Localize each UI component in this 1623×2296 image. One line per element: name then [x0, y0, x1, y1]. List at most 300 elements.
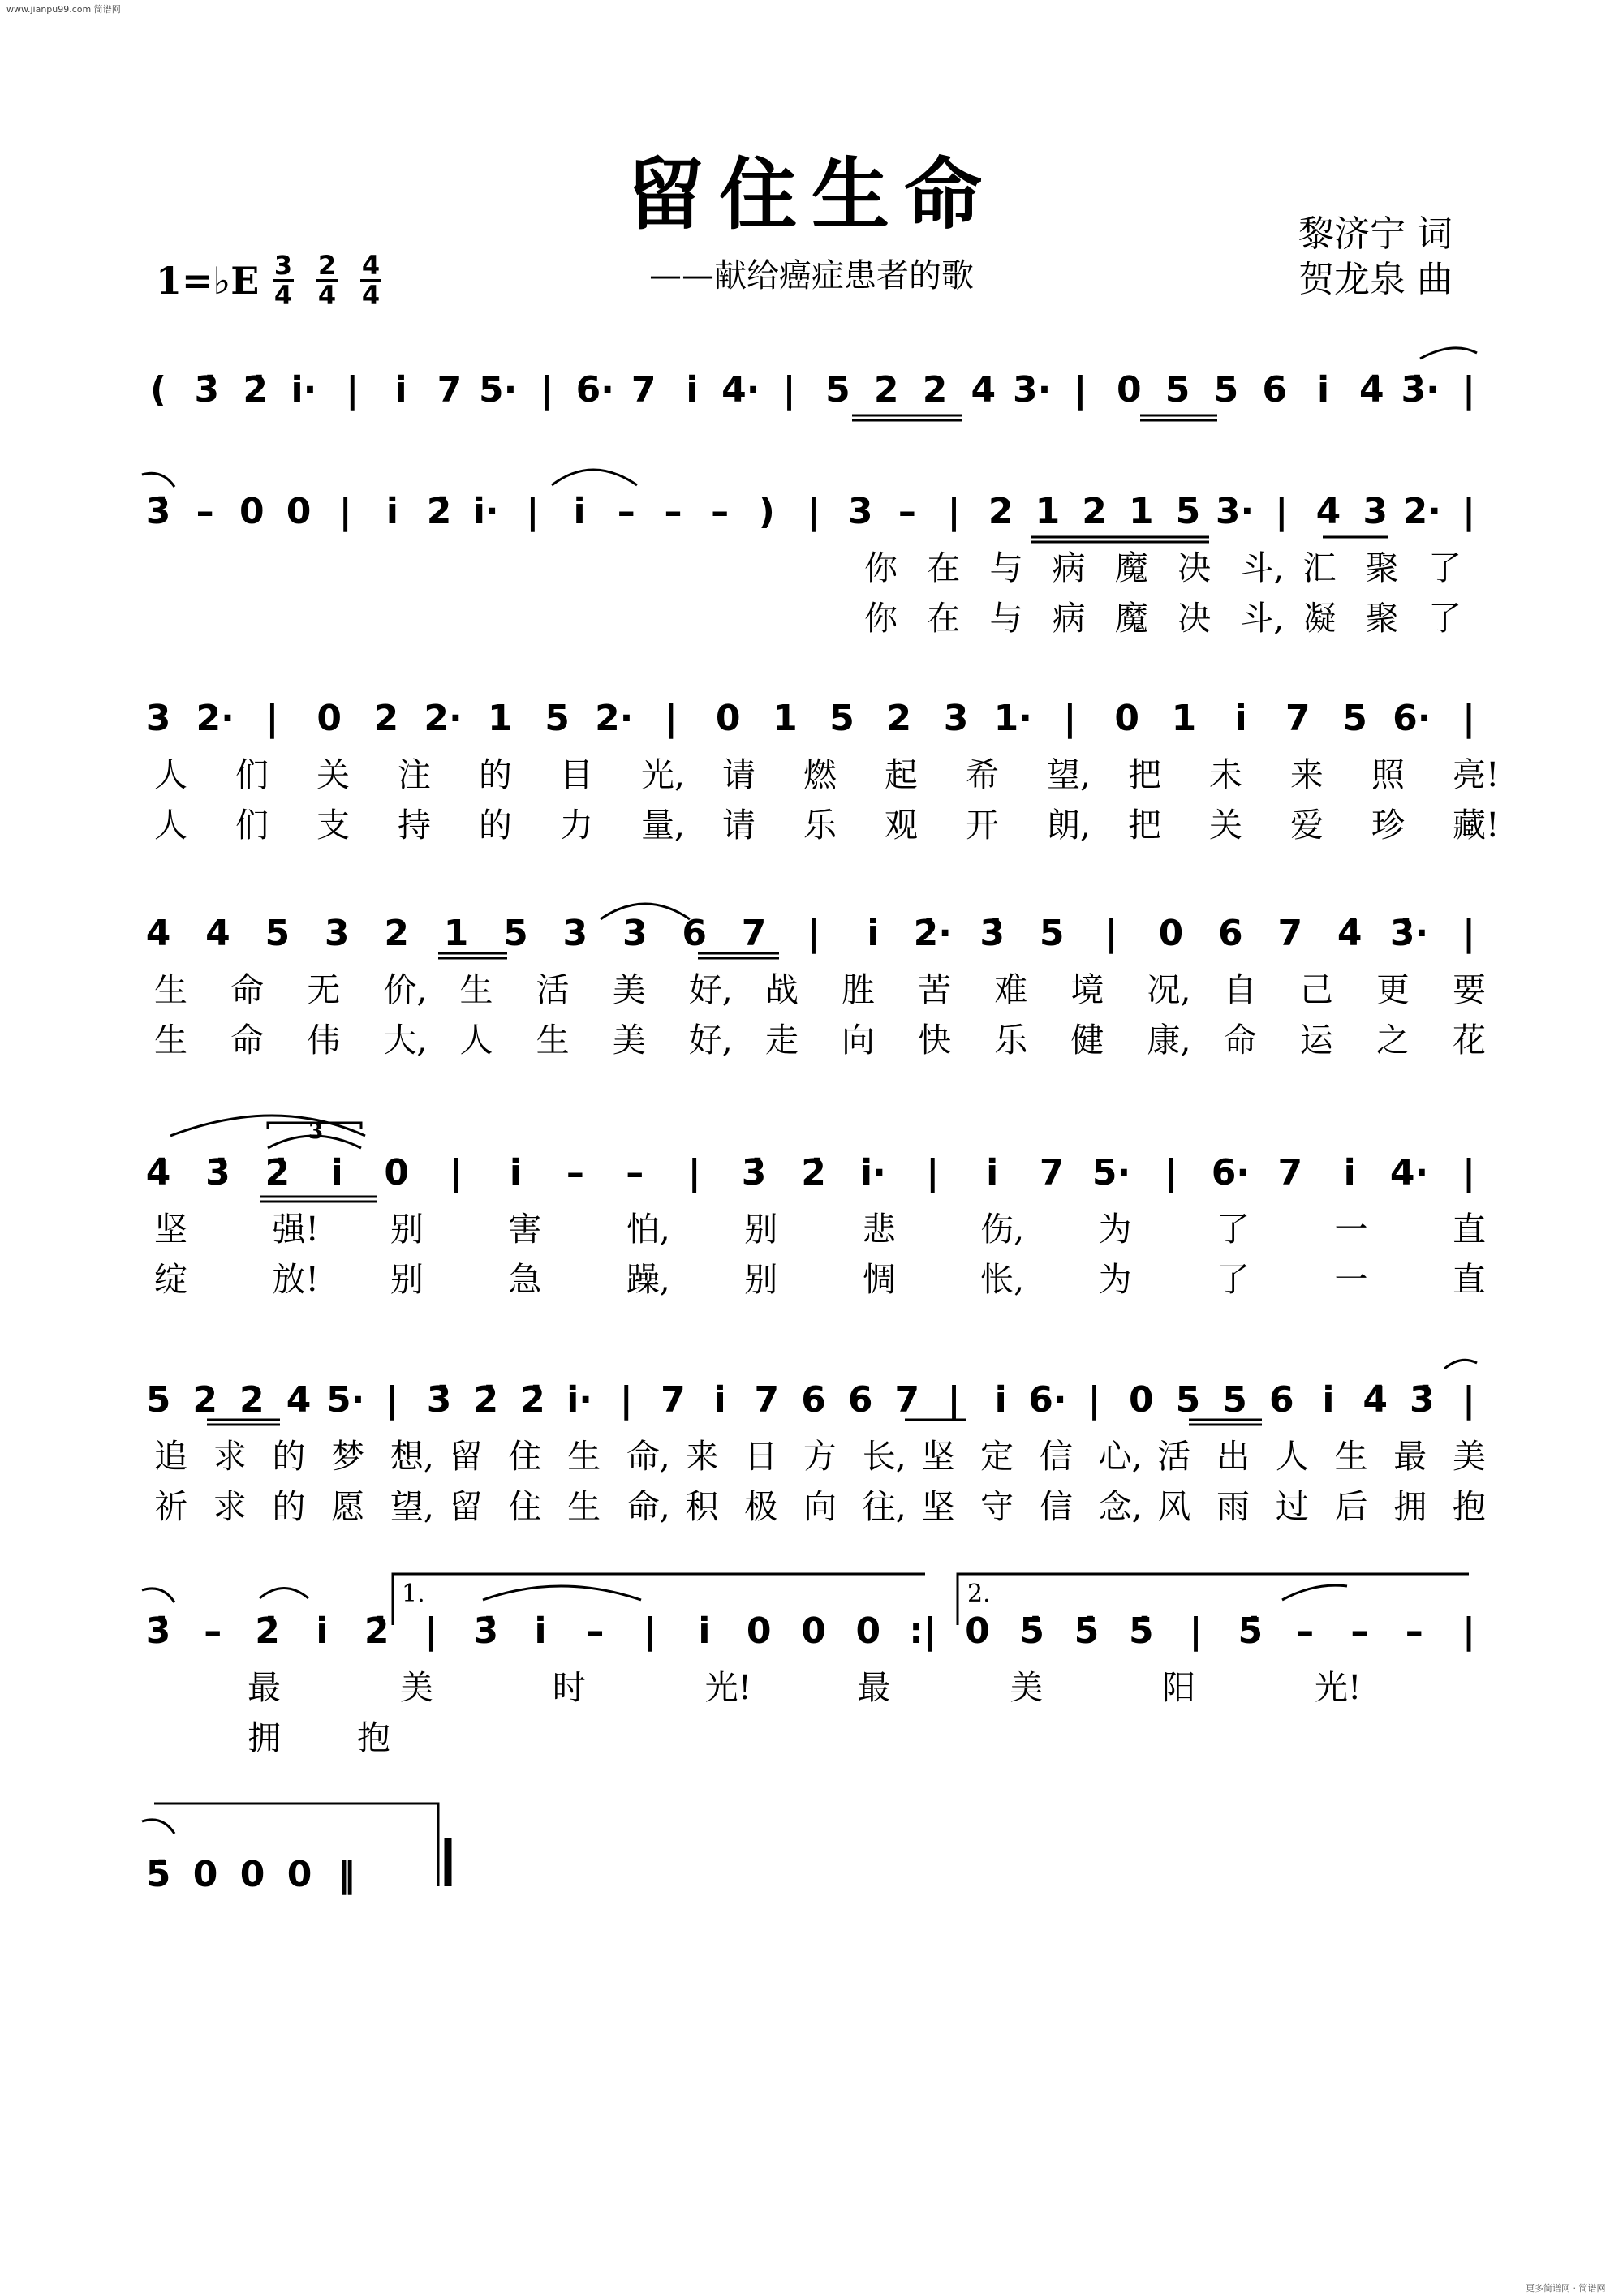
lyric-syllable: 聚: [1365, 548, 1399, 587]
note: 3·: [1012, 369, 1052, 411]
note: 3̇: [145, 491, 171, 532]
lyric-syllable: 光!: [704, 1668, 752, 1707]
barline: |: [1189, 1610, 1203, 1652]
note: 5̇: [1238, 1610, 1264, 1652]
lyric-syllable: 别: [390, 1260, 424, 1299]
note: 5̇: [1019, 1610, 1044, 1652]
lyric-syllable: 大,: [383, 1021, 428, 1060]
lyric-syllable: 苦: [918, 970, 952, 1009]
lyric-syllable: 的: [272, 1487, 306, 1526]
lyric-syllable: 病: [1052, 599, 1086, 638]
lyric-syllable: 了: [1428, 548, 1462, 587]
barline: |: [947, 491, 961, 532]
lyric-syllable: 人: [154, 755, 187, 794]
lyric-syllable: 生: [567, 1487, 601, 1526]
lyric-syllable: 乐: [994, 1021, 1028, 1060]
note: i̇: [509, 1152, 522, 1193]
lyric-syllable: 们: [235, 806, 269, 845]
barline: |: [664, 698, 678, 739]
lyric-syllable: 积: [685, 1487, 719, 1526]
lyric-syllable: 求: [213, 1437, 247, 1476]
note: i̇: [698, 1610, 711, 1652]
note: 2·: [424, 698, 463, 739]
lyric-syllable: 支: [316, 806, 350, 845]
lyric-syllable: 来: [685, 1437, 719, 1476]
lyric-syllable: 好,: [688, 1021, 733, 1060]
note: i̇: [573, 491, 586, 532]
lyric-syllable: 生: [536, 1021, 570, 1060]
lyric-syllable: 雨: [1216, 1487, 1251, 1526]
note: 5·: [326, 1379, 365, 1421]
lyric-syllable: 向: [842, 1021, 876, 1060]
lyric-syllable: 活: [1157, 1437, 1191, 1476]
lyric-syllable: 极: [744, 1487, 778, 1526]
note: 7: [1285, 698, 1311, 739]
barline: |: [1462, 913, 1476, 954]
note: i̇: [1317, 369, 1330, 411]
note: 5̇: [1074, 1610, 1100, 1652]
barline: |: [449, 1152, 463, 1193]
note: 3: [943, 698, 969, 739]
lyric-syllable: 愿: [331, 1487, 365, 1526]
lyric-syllable: 在: [927, 599, 961, 638]
lyric-syllable: 出: [1216, 1437, 1251, 1476]
note: 4: [145, 913, 171, 954]
lyric-syllable: 们: [235, 755, 269, 794]
lyric-syllable: 要: [1453, 970, 1486, 1009]
lyric-syllable: 留: [449, 1487, 483, 1526]
volta-2-label: 2.: [967, 1580, 991, 1608]
lyric-syllable: 希: [966, 755, 999, 794]
note: 6: [1218, 913, 1243, 954]
lyric-syllable: 在: [927, 548, 961, 587]
lyric-syllable: 花: [1453, 1021, 1486, 1060]
lyric-syllable: 决: [1177, 548, 1212, 587]
lyric-syllable: 伤,: [980, 1210, 1025, 1249]
lyric-syllable: 人: [1275, 1437, 1309, 1476]
lyric-syllable: 量,: [641, 806, 686, 845]
lyric-syllable: 一: [1334, 1260, 1368, 1299]
lyric-syllable: 人: [459, 1021, 493, 1060]
lyric-syllable: 的: [479, 806, 512, 845]
lyric-syllable: 未: [1209, 755, 1242, 794]
note: 4·: [721, 369, 760, 411]
note: 1: [487, 698, 513, 739]
lyric-syllable: 照: [1371, 755, 1405, 794]
note: 5: [1175, 1379, 1201, 1421]
note: 0: [855, 1610, 881, 1652]
note: 3̇: [979, 913, 1005, 954]
note: i̇: [713, 1379, 726, 1421]
lyric-syllable: 快: [918, 1021, 952, 1060]
note: 5: [1342, 698, 1367, 739]
note: –: [617, 491, 635, 532]
note: 7: [661, 1379, 686, 1421]
lyric-syllable: 了: [1216, 1260, 1251, 1299]
lyric-syllable: 朗,: [1047, 806, 1091, 845]
composer-credit: 贺龙泉 曲: [1298, 259, 1453, 300]
lyric-syllable: 信: [1039, 1487, 1073, 1526]
lyric-syllable: 与: [989, 599, 1023, 638]
note: 2: [373, 698, 399, 739]
lyric-syllable: 美: [612, 1021, 646, 1060]
barline: |: [338, 491, 352, 532]
note: i̇: [1343, 1152, 1356, 1193]
note: i̇: [867, 913, 880, 954]
lyric-syllable: 好,: [688, 970, 733, 1009]
lyric-syllable: 藏!: [1453, 806, 1500, 845]
lyric-syllable: 开: [966, 806, 999, 845]
note: i̇: [986, 1152, 999, 1193]
lyric-syllable: 把: [1128, 806, 1161, 845]
lyric-syllable: 急: [508, 1260, 542, 1299]
lyric-syllable: 留: [449, 1437, 483, 1476]
note: 2̇: [473, 1379, 499, 1421]
meter-bottom: 4: [273, 280, 293, 311]
barline: |: [540, 369, 553, 411]
volta-1-label: 1.: [402, 1580, 425, 1608]
barline: |: [265, 698, 279, 739]
barline: |: [1462, 1379, 1476, 1421]
barline: |: [1462, 1610, 1476, 1652]
lyric-syllable: 爱: [1290, 806, 1324, 845]
lyric-syllable: 魔: [1114, 599, 1148, 638]
lyric-syllable: 长,: [862, 1437, 906, 1476]
note: 3: [1363, 491, 1388, 532]
lyric-syllable: 后: [1334, 1487, 1368, 1526]
lyric-syllable: 生: [459, 970, 493, 1009]
lyric-syllable: 活: [536, 970, 570, 1009]
lyric-syllable: 强!: [272, 1210, 319, 1249]
lyric-syllable: 凝: [1302, 599, 1337, 638]
note: i̇: [316, 1610, 329, 1652]
lyric-syllable: 关: [316, 755, 350, 794]
lyric-syllable: 力: [560, 806, 593, 845]
lyric-syllable: 珍: [1371, 806, 1405, 845]
lyric-syllable: 生: [154, 1021, 187, 1060]
barline: |: [947, 1379, 961, 1421]
note: –: [1350, 1610, 1369, 1652]
note: i̇: [385, 491, 398, 532]
barline: |: [1462, 698, 1476, 739]
lyric-syllable: 时: [552, 1668, 586, 1707]
lyric-syllable: 命,: [626, 1487, 670, 1526]
lyric-syllable: 伟: [307, 1021, 341, 1060]
note: 7: [1039, 1152, 1065, 1193]
note: 3̇·: [1389, 913, 1429, 954]
note: 0: [746, 1610, 772, 1652]
barline: |: [526, 491, 540, 532]
note: 2·: [595, 698, 634, 739]
lyric-syllable: 心,: [1098, 1437, 1143, 1476]
note: 2: [886, 698, 912, 739]
lyric-syllable: 往,: [862, 1487, 906, 1526]
barline: |: [619, 1379, 633, 1421]
barline: |: [1087, 1379, 1101, 1421]
note: 6·: [1028, 1379, 1067, 1421]
note: 4̇: [1337, 913, 1363, 954]
note: 5: [145, 1379, 171, 1421]
meter-top: 3: [273, 250, 293, 281]
note: –: [566, 1152, 584, 1193]
lyric-syllable: 请: [722, 806, 756, 845]
note: 1: [1035, 491, 1061, 532]
lyric-syllable: 了: [1216, 1210, 1251, 1249]
barline: ‖: [338, 1854, 355, 1895]
lyric-syllable: 美: [399, 1668, 433, 1707]
note: 3: [622, 913, 648, 954]
lyric-syllable: 你: [864, 548, 898, 587]
note: 6·: [1211, 1152, 1251, 1193]
lyric-syllable: 更: [1375, 970, 1410, 1009]
note: 2·: [196, 698, 235, 739]
note: 2: [384, 913, 409, 954]
lyric-syllable: 亮!: [1453, 755, 1500, 794]
lyric-syllable: 望,: [1047, 755, 1091, 794]
lyric-syllable: 难: [994, 970, 1028, 1009]
barline: |: [1462, 491, 1476, 532]
note: –: [586, 1610, 605, 1652]
note: 5·: [1091, 1152, 1131, 1193]
note: 0: [239, 1854, 265, 1895]
note: 7: [894, 1379, 920, 1421]
lyric-syllable: 抱: [357, 1718, 390, 1757]
lyric-syllable: 目: [560, 755, 593, 794]
lyric-syllable: 光,: [641, 755, 686, 794]
note: 6·: [575, 369, 614, 411]
barline: |: [643, 1610, 657, 1652]
lyric-syllable: 守: [980, 1487, 1014, 1526]
lyric-syllable: 请: [722, 755, 756, 794]
note: –: [664, 491, 682, 532]
lyric-syllable: 的: [479, 755, 512, 794]
lyric-syllable: 日: [744, 1437, 778, 1476]
lyric-syllable: 斗,: [1240, 599, 1285, 638]
note: 5̇: [1128, 1610, 1154, 1652]
lyric-syllable: 魔: [1114, 548, 1148, 587]
note: 3̇: [205, 1152, 230, 1193]
meter-top: 2: [317, 250, 337, 281]
lyric-syllable: 况,: [1147, 970, 1191, 1009]
barline: |: [424, 1610, 438, 1652]
note: 7: [741, 913, 767, 954]
note: 6: [1268, 1379, 1294, 1421]
lyric-syllable: 最: [1393, 1437, 1427, 1476]
note: 4: [1315, 491, 1341, 532]
barline: |: [1074, 369, 1087, 411]
lyric-syllable: 为: [1098, 1210, 1132, 1249]
note: –: [204, 1610, 222, 1652]
note: 5: [503, 913, 528, 954]
note: 5: [545, 698, 570, 739]
note: 2̇: [426, 491, 452, 532]
lyric-syllable: 命,: [626, 1437, 670, 1476]
lyric-syllable: 命: [230, 970, 265, 1009]
note: 3̇: [1410, 1379, 1435, 1421]
site-watermark-left: www.jianpu99.com 简谱网: [6, 4, 121, 15]
lyric-syllable: 别: [744, 1210, 778, 1249]
lyric-syllable: 人: [154, 806, 187, 845]
note: 2̇: [364, 1610, 390, 1652]
note: –: [711, 491, 730, 532]
note: i̇: [330, 1152, 343, 1193]
note: –: [898, 491, 916, 532]
barline: |: [926, 1152, 940, 1193]
note: 2: [988, 491, 1014, 532]
note: 0: [1114, 698, 1139, 739]
lyric-syllable: 乐: [803, 806, 837, 845]
lyric-syllable: 别: [390, 1210, 424, 1249]
note: 2: [192, 1379, 217, 1421]
lyric-syllable: 拥: [1393, 1487, 1427, 1526]
note: 0: [965, 1610, 990, 1652]
note: 1: [443, 913, 469, 954]
note: 0: [1158, 913, 1184, 954]
note: 6: [1262, 369, 1288, 411]
site-watermark-right: 更多简谱网 · 简谱网: [1526, 2283, 1606, 2294]
note: 0: [801, 1610, 826, 1652]
barline: |: [687, 1152, 701, 1193]
note: 0: [1128, 1379, 1154, 1421]
note: 4̇: [1363, 1379, 1388, 1421]
note: i̇: [534, 1610, 547, 1652]
key-signature: 1=♭E: [156, 259, 260, 303]
note: 2: [922, 369, 948, 411]
note: i̇: [686, 369, 699, 411]
note: 1·: [993, 698, 1032, 739]
note: 0: [316, 698, 342, 739]
note: 6·: [1393, 698, 1431, 739]
note: i̇·: [291, 369, 317, 411]
note: 3̇·: [1401, 369, 1440, 411]
lyric-syllable: 直: [1453, 1210, 1486, 1249]
barline: |: [385, 1379, 399, 1421]
lyric-syllable: 胜: [842, 970, 876, 1009]
note: 4·: [1389, 1152, 1429, 1193]
note: 5: [825, 369, 850, 411]
note: 4̇: [1359, 369, 1384, 411]
note: 3: [847, 491, 873, 532]
lyric-syllable: 燃: [803, 755, 837, 794]
lyric-syllable: 持: [398, 806, 431, 845]
lyric-syllable: 命: [230, 1021, 265, 1060]
note: i̇: [1234, 698, 1247, 739]
triplet-mark: 3: [308, 1120, 324, 1144]
note: ): [758, 491, 775, 532]
lyric-syllable: 生: [154, 970, 187, 1009]
note: 7: [754, 1379, 780, 1421]
note: 4: [971, 369, 997, 411]
lyric-syllable: 斗,: [1240, 548, 1285, 587]
lyric-syllable: 别: [744, 1260, 778, 1299]
barline: |: [1164, 1152, 1177, 1193]
note: 1: [773, 698, 798, 739]
meter-bottom: 4: [361, 280, 381, 311]
lyric-syllable: 之: [1375, 1021, 1410, 1060]
note: 0: [286, 1854, 312, 1895]
note: 2̇: [255, 1610, 280, 1652]
lyric-syllable: 康,: [1147, 1021, 1191, 1060]
note: 5: [1222, 1379, 1247, 1421]
note: i̇: [994, 1379, 1007, 1421]
lyric-syllable: 病: [1052, 548, 1086, 587]
lyric-syllable: 运: [1299, 1021, 1333, 1060]
note: 5: [1175, 491, 1201, 532]
lyric-syllable: 坚: [921, 1437, 955, 1476]
note: –: [1296, 1610, 1315, 1652]
barline: |: [807, 913, 820, 954]
lyric-syllable: 信: [1039, 1437, 1073, 1476]
lyric-syllable: 悲: [862, 1210, 896, 1249]
barline: |: [807, 491, 820, 532]
note: i̇·: [566, 1379, 592, 1421]
lyric-syllable: 为: [1098, 1260, 1132, 1299]
note: 5: [829, 698, 855, 739]
note: i̇: [1322, 1379, 1335, 1421]
note: 0: [384, 1152, 409, 1193]
note: 1: [1171, 698, 1197, 739]
lyric-syllable: 了: [1428, 599, 1462, 638]
note: 0: [715, 698, 741, 739]
lyric-syllable: 害: [508, 1210, 542, 1249]
barline: :|: [909, 1610, 936, 1652]
note: 3: [145, 698, 171, 739]
song-title: 留住生命: [626, 148, 997, 240]
lyric-syllable: 躁,: [626, 1260, 670, 1299]
lyric-syllable: 定: [980, 1437, 1014, 1476]
barline: |: [346, 369, 359, 411]
lyric-syllable: 梦: [331, 1437, 365, 1476]
lyric-syllable: 聚: [1365, 599, 1399, 638]
note: 2: [873, 369, 899, 411]
lyric-syllable: 走: [764, 1021, 799, 1060]
lyric-syllable: 向: [803, 1487, 837, 1526]
lyric-syllable: 放!: [272, 1260, 319, 1299]
note: 5·: [479, 369, 518, 411]
barline: |: [1275, 491, 1289, 532]
lyric-syllable: 追: [154, 1437, 187, 1476]
lyric-syllable: 过: [1275, 1487, 1309, 1526]
meter-top: 4: [361, 250, 381, 281]
note: 2̇: [243, 369, 268, 411]
note: 0: [239, 491, 265, 532]
note: 2̇: [265, 1152, 291, 1193]
note: i̇: [394, 369, 407, 411]
lyric-syllable: 怅,: [980, 1260, 1025, 1299]
lyric-syllable: 来: [1290, 755, 1324, 794]
note: 6: [847, 1379, 873, 1421]
note: 7: [1277, 1152, 1303, 1193]
lyric-syllable: 绽: [154, 1260, 187, 1299]
lyric-syllable: 健: [1070, 1021, 1104, 1060]
note: 5: [1213, 369, 1239, 411]
lyric-syllable: 风: [1157, 1487, 1191, 1526]
note: 3̇: [194, 369, 220, 411]
lyric-syllable: 关: [1209, 806, 1242, 845]
lyric-syllable: 己: [1299, 970, 1333, 1009]
lyric-syllable: 祈: [154, 1487, 187, 1526]
lyric-syllable: 求: [213, 1487, 247, 1526]
meter-bottom: 4: [317, 280, 337, 311]
lyric-syllable: 住: [508, 1437, 542, 1476]
note: 5: [265, 913, 291, 954]
lyric-syllable: 光!: [1315, 1668, 1362, 1707]
note: 1: [1128, 491, 1154, 532]
note: 3̇: [426, 1379, 452, 1421]
note: 5: [1165, 369, 1190, 411]
note: 5: [1039, 913, 1065, 954]
note: 7: [1277, 913, 1303, 954]
